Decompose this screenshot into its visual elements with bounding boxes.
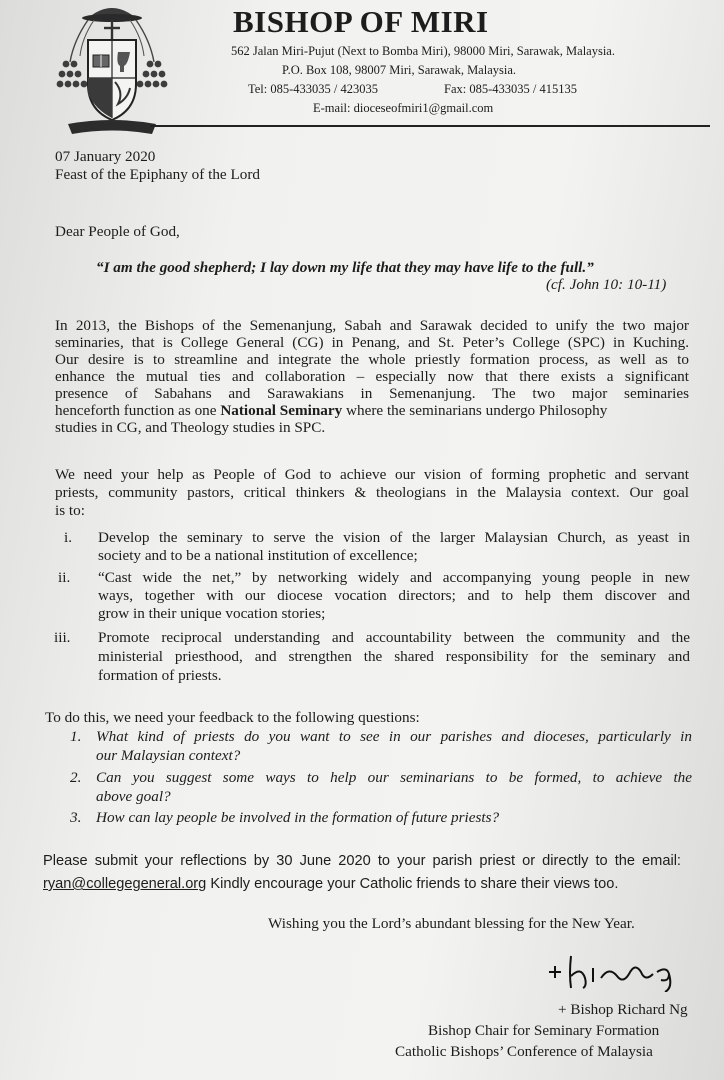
- address-line-1: 562 Jalan Miri-Pujut (Next to Bomba Miri), 98000 Miri, Sarawak, Malaysia.: [231, 44, 615, 58]
- fax: Fax: 085-433035 / 415135: [444, 82, 577, 96]
- goal-marker: i.: [64, 529, 73, 546]
- submission-line: Please submit your reflections by 30 June 2020 to your parish priest or directly to the email:: [43, 853, 681, 869]
- goal-marker: iii.: [54, 629, 71, 646]
- question-line: above goal?: [96, 788, 171, 805]
- letterhead-title: BISHOP OF MIRI: [233, 4, 489, 39]
- paragraph-1-line: [55, 402, 607, 419]
- question-line: What kind of priests do you want to see in our parishes and dioceses, particularly in: [96, 728, 692, 745]
- bishop-crest-icon: [52, 0, 172, 142]
- header-divider: [150, 125, 710, 127]
- goal-item-line: “Cast wide the net,” by networking widely and accompanying young people in new: [98, 569, 690, 586]
- submission-text: Kindly encourage your Catholic friends to share their views too.: [210, 876, 619, 892]
- address-line-2: P.O. Box 108, 98007 Miri, Sarawak, Malaysia.: [282, 63, 517, 77]
- question-line: Can you suggest some ways to help our seminarians to be formed, to achieve the: [96, 769, 692, 786]
- closing-wish: Wishing you the Lord’s abundant blessing for the New Year.: [268, 915, 635, 932]
- telephone: Tel: 085-433035 / 423035: [248, 82, 379, 96]
- paragraph-2-line: priests, community pastors, critical thinkers & theologians in the Malaysia context. Our goal: [55, 484, 689, 501]
- paragraph-1-text: henceforth function as one: [55, 402, 217, 419]
- goal-item-line: Promote reciprocal understanding and accountability between the community and the: [98, 629, 690, 646]
- letterhead-email: E-mail: dioceseofmiri1@gmail.com: [313, 101, 494, 115]
- paragraph-2-line: We need your help as People of God to achieve our vision of forming prophetic and servant: [55, 466, 689, 483]
- paragraph-1-line: presence of Sabahans and Sarawakians in Semenanjung. The two major seminaries: [55, 385, 689, 402]
- questions-intro: To do this, we need your feedback to the following questions:: [45, 709, 420, 726]
- scripture-citation: (cf. John 10: 10-11): [546, 276, 667, 293]
- paragraph-1-line: Our desire is to streamline and integrate the whole priestly formation process, as well as to: [55, 351, 689, 368]
- handwritten-signature-icon: [545, 948, 685, 992]
- goal-item-line: Develop the seminary to serve the vision of the larger Malaysian Church, as yeast in: [98, 529, 690, 546]
- paragraph-1-line: enhance the mutual ties and collaboration – especially now that there exists a significant: [55, 368, 689, 385]
- goal-item-line: ministerial priesthood, and strengthen the shared responsibility for the seminary and: [98, 648, 690, 665]
- signatory-name: + Bishop Richard Ng: [558, 1001, 688, 1018]
- goal-item-line: society and to be a national institution of excellence;: [98, 547, 418, 564]
- submission-line: [43, 876, 618, 893]
- goal-item-line: ways, together with our diocese vocation directors; and to help them discover and: [98, 587, 690, 604]
- paragraph-1-text: where the seminarians undergo Philosophy: [346, 402, 608, 419]
- signatory-organization: Catholic Bishops’ Conference of Malaysia: [395, 1043, 653, 1060]
- paragraph-2-line: is to:: [55, 502, 85, 519]
- goal-item-line: formation of priests.: [98, 667, 222, 684]
- paragraph-1-line: studies in CG, and Theology studies in SPC.: [55, 419, 326, 436]
- question-marker: 2.: [70, 769, 82, 786]
- scripture-quote: “I am the good shepherd; I lay down my life that they may have life to the full.”: [96, 259, 594, 276]
- letter-date: 07 January 2020: [55, 148, 156, 165]
- paragraph-1-line: seminaries, that is College General (CG) in Penang, and St. Peter’s College (SPC) in Kuching.: [55, 334, 689, 351]
- paragraph-1-line: In 2013, the Bishops of the Semenanjung, Sabah and Sarawak decided to unify the two major: [55, 317, 689, 334]
- question-marker: 1.: [70, 728, 82, 745]
- occasion: Feast of the Epiphany of the Lord: [55, 166, 260, 183]
- salutation: Dear People of God,: [55, 223, 180, 240]
- national-seminary-emphasis: National Seminary: [220, 402, 343, 419]
- contact-email-link[interactable]: ryan@collegegeneral.org: [43, 876, 207, 892]
- signatory-role: Bishop Chair for Seminary Formation: [428, 1022, 660, 1039]
- question-line: our Malaysian context?: [96, 747, 241, 764]
- question-marker: 3.: [70, 809, 82, 826]
- goal-item-line: grow in their unique vocation stories;: [98, 605, 326, 622]
- goal-marker: ii.: [58, 569, 71, 586]
- question-line: How can lay people be involved in the formation of future priests?: [96, 809, 500, 826]
